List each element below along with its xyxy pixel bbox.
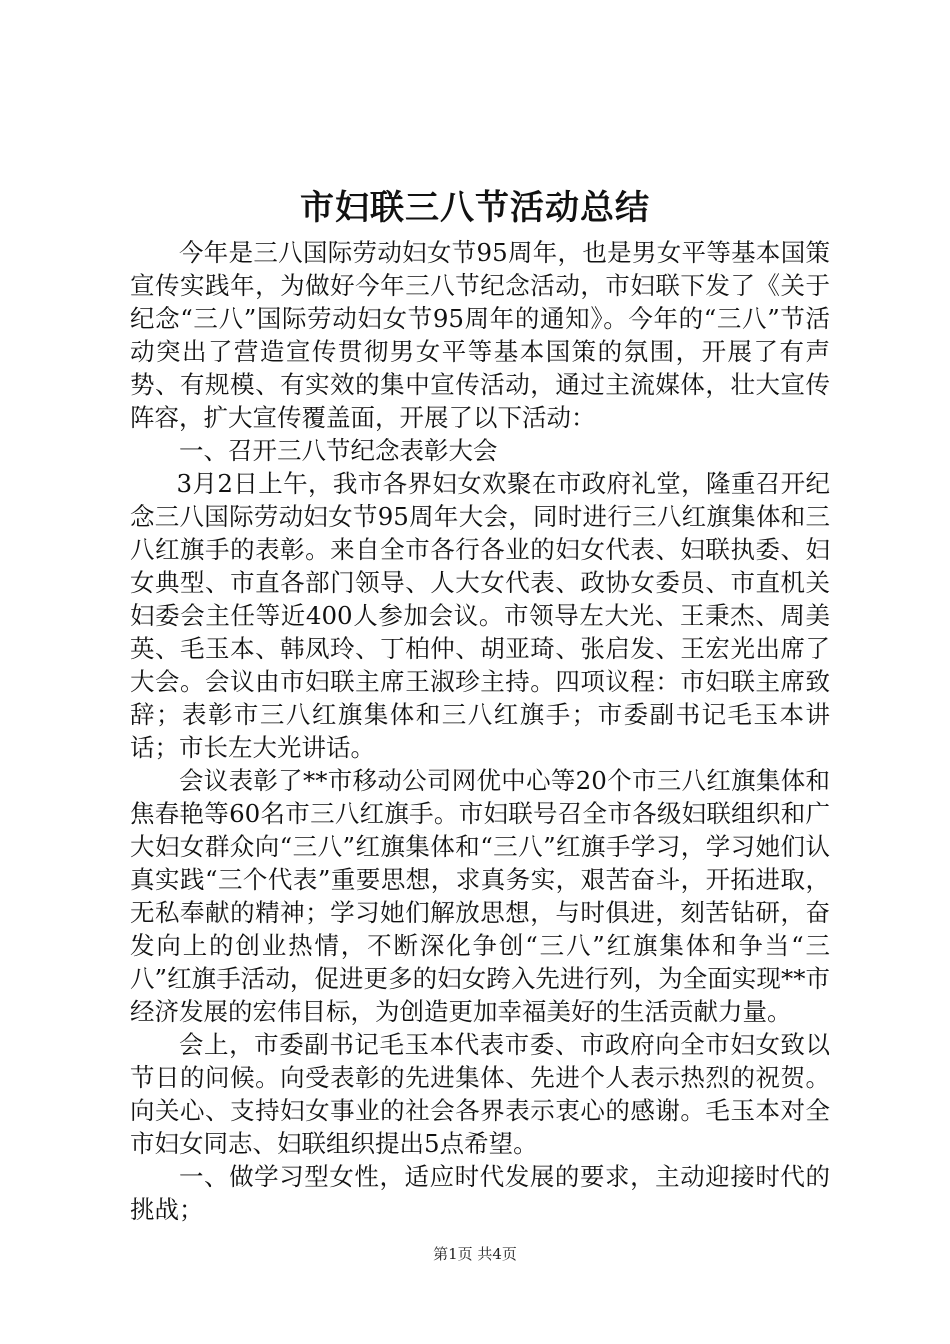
intro-paragraph: 今年是三八国际劳动妇女节95周年，也是男女平等基本国策宣传实践年，为做好今年三八节纪念活动，市妇联下发了《关于纪念“三八”国际劳动妇女节95周年的通知》。今年的“三八”节活动突出了营造宣传贯彻男女平等基本国策的氛围，开展了有声势、有规模、有实效的集中宣传活动，通过主流媒体，壮大宣传阵容，扩大宣传覆盖面，开展了以下活动： xyxy=(130,238,830,432)
meeting-paragraph: 3月2日上午，我市各界妇女欢聚在市政府礼堂，隆重召开纪念三八国际劳动妇女节95周年大会，同时进行三八红旗集体和三八红旗手的表彰。来自全市各行各业的妇女代表、妇联执委、妇女典型、市直各部门领导、人大女代表、政协女委员、市直机关妇委会主任等近400人参加会议。市领导左大光、王秉杰、周美英、毛玉本、韩凤玲、丁柏仲、胡亚琦、张启发、王宏光出席了大会。会议由市妇联主席王淑珍主持。四项议程：市妇联主席致辞；表彰市三八红旗集体和三八红旗手；市委副书记毛玉本讲话；市长左大光讲话。 xyxy=(130,469,830,762)
section-heading: 一、召开三八节纪念表彰大会 xyxy=(179,436,498,465)
document-title: 市妇联三八节活动总结 xyxy=(300,188,650,228)
page-footer: 第1页 共4页 xyxy=(433,1245,517,1263)
document-body xyxy=(130,236,830,1226)
hope-item-paragraph: 一、做学习型女性，适应时代发展的要求，主动迎接时代的挑战； xyxy=(130,1162,830,1224)
speech-paragraph: 会上，市委副书记毛玉本代表市委、市政府向全市妇女致以节日的问候。向受表彰的先进集体、先进个人表示热烈的祝贺。向关心、支持妇女事业的社会各界表示衷心的感谢。毛玉本对全市妇女同志、妇联组织提出5点希望。 xyxy=(130,1030,830,1158)
commendation-paragraph: 会议表彰了**市移动公司网优中心等20个市三八红旗集体和焦春艳等60名市三八红旗手。市妇联号召全市各级妇联组织和广大妇女群众向“三八”红旗集体和“三八”红旗手学习，学习她们认真实践“三个代表”重要思想，求真务实，艰苦奋斗，开拓进取，无私奉献的精神；学习她们解放思想，与时俱进，刻苦钻研，奋发向上的创业热情，不断深化争创“三八”红旗集体和争当“三八”红旗手活动，促进更多的妇女跨入先进行列，为全面实现**市经济发展的宏伟目标，为创造更加幸福美好的生活贡献力量。 xyxy=(130,766,830,1026)
